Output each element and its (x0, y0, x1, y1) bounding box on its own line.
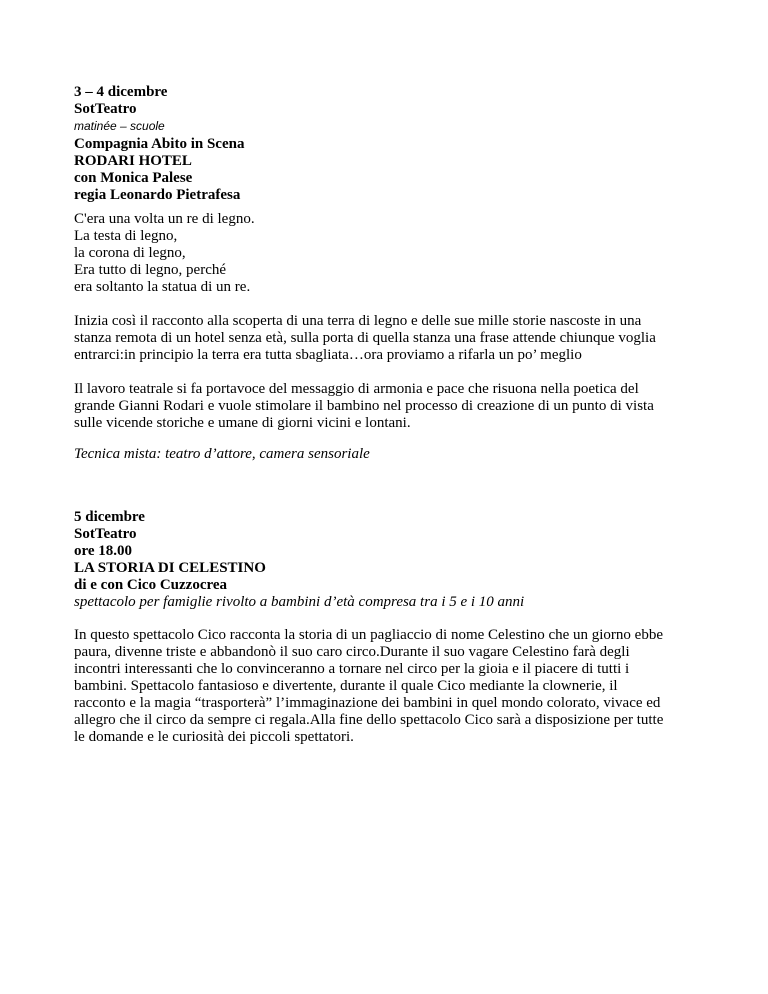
event2-audience: spettacolo per famiglie rivolto a bambini d’età compresa tra i 5 e i 10 anni (74, 594, 525, 610)
event1-paragraph-intro (74, 313, 714, 364)
poem-line: era soltanto la statua di un re. (74, 279, 251, 295)
poem-line: la corona di legno, (74, 245, 186, 261)
paragraph-line: grande Gianni Rodari e vuole stimolare il bambino nel processo di creazione di un punto di vista (74, 398, 654, 414)
technique-text: Tecnica mista: teatro d’attore, camera sensoriale (74, 446, 370, 462)
event1-title: RODARI HOTEL (74, 153, 192, 169)
event2-description (74, 627, 714, 746)
paragraph-line: paura, divenne triste e abbandonò il suo caro circo.Durante il suo vagare Celestino farà degli (74, 644, 630, 660)
event2-author: di e con Cico Cuzzocrea (74, 577, 228, 593)
event1-venue: SotTeatro (74, 101, 137, 117)
paragraph-line: Il lavoro teatrale si fa portavoce del messaggio di armonia e pace che risuona nella poetica del (74, 381, 639, 397)
paragraph-line: le domande e le curiosità dei piccoli spettatori. (74, 729, 354, 745)
poem-line: Era tutto di legno, perché (74, 262, 227, 278)
paragraph-line: Inizia così il racconto alla scoperta di una terra di legno e delle sue mille storie nascoste in una (74, 313, 642, 329)
paragraph-line: entrarci:in principio la terra era tutta sbagliata…ora proviamo a rifarla un po’ meglio (74, 347, 582, 363)
paragraph-line: allegro che il circo da sempre ci regala.Alla fine dello spettacolo Cico sarà a disposizione per tutte (74, 712, 664, 728)
paragraph-line: sulle vicende storiche e umane di giorni vicini e lontani. (74, 415, 411, 431)
paragraph-line: In questo spettacolo Cico racconta la storia di un pagliaccio di nome Celestino che un giorno ebbe (74, 627, 663, 643)
paragraph-line: bambini. Spettacolo fantasioso e divertente, durante il quale Cico mediante la clownerie, il (74, 678, 618, 694)
event2-venue: SotTeatro (74, 526, 137, 542)
poem-line: La testa di legno, (74, 228, 178, 244)
event2-date: 5 dicembre (74, 509, 145, 525)
event1-poem (74, 211, 714, 296)
event2-time: ore 18.00 (74, 543, 133, 559)
paragraph-line: stanza remota di un hotel senza età, sulla porta di quella stanza una frase attende chiunque voglia (74, 330, 656, 346)
paragraph-line: incontri interessanti che lo convinceranno a tornare nel circo per la gioia e il piacere di tutti i (74, 661, 630, 677)
event2-header (74, 509, 714, 611)
event1-cast: con Monica Palese (74, 170, 193, 186)
poem-line: C'era una volta un re di legno. (74, 211, 255, 227)
event1-paragraph-description (74, 381, 714, 432)
event2-title: LA STORIA DI CELESTINO (74, 560, 266, 576)
event1-audience: matinée – scuole (74, 119, 165, 133)
event1-header (74, 84, 714, 204)
event1-date: 3 – 4 dicembre (74, 84, 168, 100)
event1-technique (74, 446, 714, 463)
event1-director: regia Leonardo Pietrafesa (74, 187, 241, 203)
event1-company: Compagnia Abito in Scena (74, 136, 245, 152)
paragraph-line: racconto e la magia “trasporterà” l’immaginazione dei bambini in quel mondo colorato, vivace ed (74, 695, 661, 711)
